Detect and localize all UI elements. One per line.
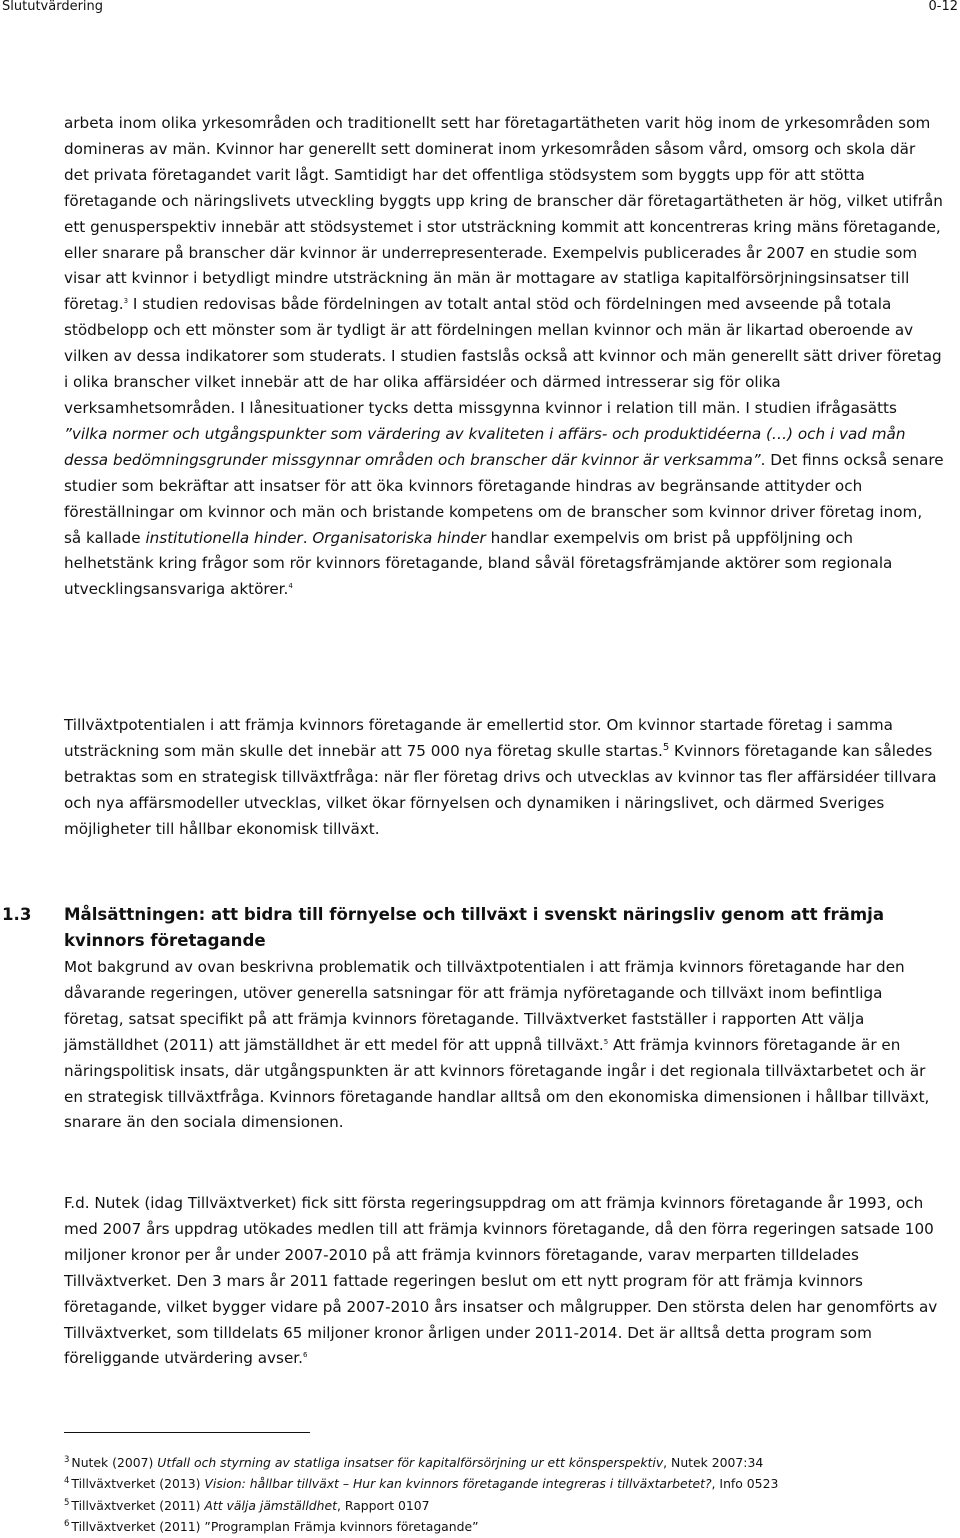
footnote-title: Utfall och styrning av statliga insatser för kapitalförsörjning ur ett könsperspektiv [157, 1455, 664, 1470]
footnote-ref-id: , Nutek 2007:34 [663, 1455, 764, 1470]
footnote-title: Vision: hållbar tillväxt – Hur kan kvinnors företagande integreras i tillväxtarbetet? [204, 1476, 712, 1492]
footnote-source: Nutek (2007) [71, 1455, 158, 1470]
footnote-ref[interactable]: 6 [302, 1351, 308, 1360]
footnote-ref[interactable]: 3 [123, 297, 129, 306]
text-segment: Mot bakgrund av ovan beskrivna problematik och tillväxtpotentialen i att främja kvinnors företagande har den dåvarande regeringen, utöver generella satsningar för att främja nyföretagande och tillväxt inom befintliga företag, satsat specifikt på att främja kvinnors företagande. Tillväxtverket fastställer i rapporten Att välja jämställdhet (2011) att jämställdhet är ett medel för att uppnå tillväxt. [64, 958, 905, 1054]
italic-term: Organisatoriska hinder [312, 528, 486, 547]
paragraph-1 [64, 111, 944, 603]
text-segment: F.d. Nutek (idag Tillväxtverket) fick sitt första regeringsuppdrag om att främja kvinnors företagande år 1993, och med 2007 års uppdrag utökades medlen till att främja kvinnors företagande, då den förra regeringen satsade 100 miljoner kronor per år under 2007-2010 på att främja kvinnors företagande, varav merparten tilldelades Tillväxtverket. Den 3 mars år 2011 fattade regeringen beslut om ett nytt program för att främja kvinnors företagande, vilket bygger vidare på 2007-2010 års insatser och målgrupper. Den största delen har genomförts av Tillväxtverket, som tilldelats 65 miljoner kronor årligen under 2011-2014. Det är alltså detta program som föreliggande utvärdering avser. [64, 1194, 938, 1368]
footnote-ref-id: ”Programplan Främja kvinnors företagande” [204, 1519, 479, 1535]
footnote-number: 4 [64, 1476, 70, 1487]
text-segment: Att främja kvinnors företagande är en näringspolitisk insats, där utgångspunkten är att kvinnors företagande ingår i det regionala tillväxtarbetet och är en strategisk tillväxtfråga. Kvinnors företagande handlar alltså om den ekonomiska dimensionen i hållbar tillväxt, snarare än den sociala dimensionen. [64, 1035, 930, 1132]
text-segment: . [302, 528, 313, 547]
footnote-ref-id: , Info 0523 [711, 1476, 779, 1492]
page-header [0, 0, 960, 14]
footnote-ref[interactable]: 5 [603, 1037, 609, 1046]
footnote-ref[interactable]: 4 [288, 582, 293, 591]
footnote-ref-id: , Rapport 0107 [336, 1497, 430, 1513]
paragraph-2 [64, 713, 944, 843]
section-title: Målsättningen: att bidra till förnyelse och tillväxt i svenskt näringsliv genom att främja kvinnors företagande [64, 905, 885, 950]
footnote-number: 5 [64, 1497, 70, 1508]
document-title: Slututvärdering [2, 0, 104, 14]
footnote-title: Att välja jämställdhet [204, 1497, 337, 1513]
text-segment: Tillväxtpotentialen i att främja kvinnors företagande är emellertid stor. Om kvinnor startade företag i samma utsträckning som män skulle det innebär att 75 000 nya företag skulle startas. [64, 716, 893, 760]
footnotes [64, 1452, 954, 1538]
text-segment: I studien redovisas både fördelningen av totalt antal stöd och fördelningen med avseende på totala stödbelopp och ett mönster som är tydligt är att fördelningen mellan kvinnor och män är likartad oberoende av vilken av dessa indikatorer som studerats. I studien fastslås också att kvinnor och män generellt sätt driver företag i olika branscher vilket innebär att de har olika affärsidéer och därmed intresserar sig för olika verksamhetsområden. I lånesituationer tycks detta missgynna kvinnor i relation till män. I studien ifrågasätts [64, 295, 942, 417]
footnote-4 [64, 1473, 954, 1494]
text-segment: Kvinnors företagande kan således betraktas som en strategisk tillväxtfråga: när fler företag drivs och utvecklas av kvinnor tas fler affärsidéer tillvara och nya affärsmodeller utvecklas, vilket ökar förnyelsen och dynamiken i näringslivet, och därmed Sveriges möjligheter till hållbar ekonomisk tillväxt. [64, 741, 937, 838]
italic-term: institutionella hinder [145, 528, 303, 547]
section-number: 1.3 [2, 905, 32, 924]
footnote-3 [64, 1452, 954, 1473]
footnote-source: Tillväxtverket (2011) [71, 1519, 205, 1535]
footnote-5 [64, 1495, 954, 1516]
footnote-source: Tillväxtverket (2013) [71, 1476, 205, 1492]
footnote-source: Tillväxtverket (2011) [71, 1497, 205, 1513]
page-number: 0-12 [928, 0, 958, 14]
paragraph-3 [64, 955, 944, 1136]
text-segment: arbeta inom olika yrkesområden och traditionellt sett har företagartätheten varit hög inom de yrkesområden som domineras av män. Kvinnor har generellt sett dominerat inom yrkesområden såsom vård, omsorg och skola där det privata företagandet varit lågt. Samtidigt har det offentliga stödsystem som byggts upp för att stötta företagande och näringslivets utveckling byggts upp kring de branscher där företagartätheten är hög, vilket utifrån ett genusperspektiv innebär att stödsystemet i stor utsträckning kommit att koncentreras kring mäns företagande, eller snarare på branscher där kvinnor är underrepresenterade. Exempelvis publicerades år 2007 en studie som visar att kvinnor i betydligt mindre utsträckning än män är mottagare av statliga kapitalförsörjningsinsatser till företag. [64, 114, 943, 314]
paragraph-4 [64, 1191, 944, 1372]
footnote-ref[interactable]: 5 [662, 741, 670, 753]
text-segment: handlar exempelvis om brist på uppföljning och helhetstänk kring frågor som rör kvinnors företagande, bland såväl företagsfrämjande aktörer som regionala utvecklingsansvariga aktörer. [64, 528, 893, 599]
text-segment: . Det finns också senare studier som bekräftar att insatser för att öka kvinnors företagande hindras av begränsande attityder och föreställningar om kvinnor och män och bristande kompetens om de branscher som kvinnor driver företag inom, så kallade [64, 450, 944, 547]
footnote-separator [64, 1432, 310, 1433]
footnote-6 [64, 1516, 954, 1537]
footnote-number: 6 [64, 1519, 70, 1530]
quoted-text: ”vilka normer och utgångspunkter som värdering av kvaliteten i affärs- och produktidéerna (…) och i vad mån dessa bedömningsgrunder missgynnar områden och branscher där kvinnor är verksamma” [64, 424, 906, 469]
footnote-number: 3 [64, 1454, 70, 1465]
